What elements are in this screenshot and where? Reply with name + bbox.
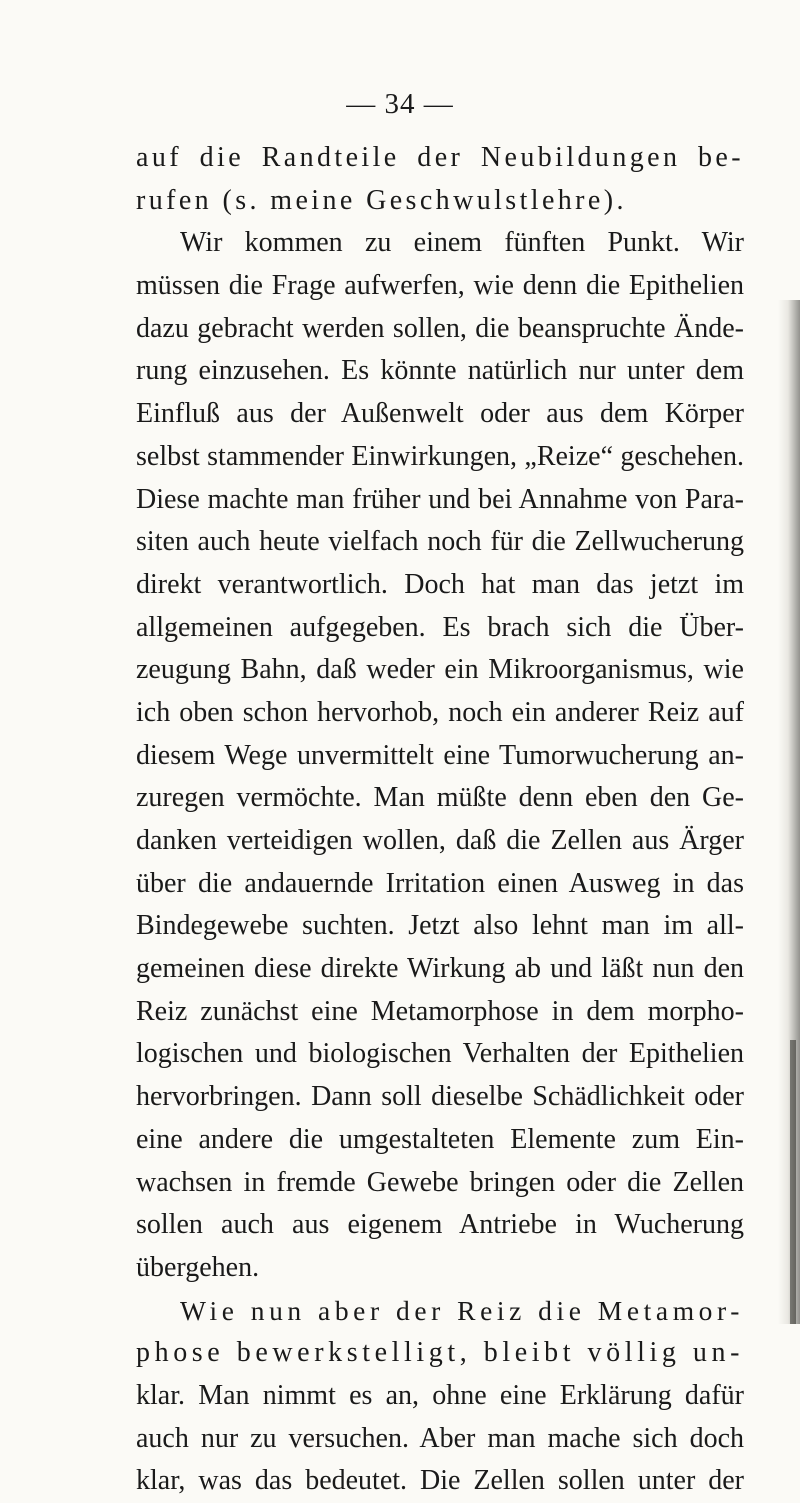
text-line: ich oben schon hervorhob, noch ein anderer Reiz auf	[136, 696, 744, 728]
body-text	[136, 137, 744, 1503]
text-line: phose bewerkstelligt, bleibt völlig un-	[136, 1337, 744, 1369]
text-line: eine andere die umgestalteten Elemente zum Ein-	[136, 1123, 744, 1155]
text-line: danken verteidigen wollen, daß die Zellen aus Ärger	[136, 825, 744, 856]
text-line: siten auch heute vielfach noch für die Zellwucherung	[136, 526, 744, 558]
text-line: müssen die Frage aufwerfen, wie denn die Epithelien	[136, 270, 744, 302]
text-line: über die andauernde Irritation einen Ausweg in das	[136, 867, 744, 899]
text-line: direkt verantwortlich. Doch hat man das jetzt im	[136, 568, 744, 600]
text-line: selbst stammender Einwirkungen, „Reize“ geschehen.	[136, 440, 744, 472]
text-line: hervorbringen. Dann soll dieselbe Schädlichkeit oder	[136, 1081, 744, 1113]
text-line: Wir kommen zu einem fünften Punkt. Wir	[180, 227, 744, 259]
text-line: sollen auch aus eigenem Antriebe in Wucherung	[136, 1209, 744, 1241]
text-line: auf die Randteile der Neubildungen be-	[136, 142, 744, 173]
text-line: diesem Wege unvermittelt eine Tumorwucherung an-	[136, 739, 744, 771]
text-line: übergehen.	[136, 1251, 260, 1283]
text-line: gemeinen diese direkte Wirkung ab und läßt nun den	[136, 953, 744, 985]
text-line: zuregen vermöchte. Man müßte denn eben den Ge-	[136, 782, 744, 814]
text-line: wachsen in fremde Gewebe bringen oder die Zellen	[136, 1166, 744, 1198]
page-edge-shadow	[778, 300, 800, 1324]
text-line: logischen und biologischen Verhalten der Epithelien	[136, 1038, 744, 1070]
text-line: dazu gebracht werden sollen, die beanspruchte Ände-	[136, 312, 744, 344]
page-number: — 34 —	[346, 88, 454, 120]
text-line: Bindegewebe suchten. Jetzt also lehnt man im all-	[136, 910, 744, 942]
text-line: Reiz zunächst eine Metamorphose in dem morpho-	[136, 995, 744, 1027]
text-line: Wie nun aber der Reiz die Metamor-	[180, 1294, 744, 1326]
text-line: Diese machte man früher und bei Annahme von Para-	[136, 483, 744, 515]
text-line: rung einzusehen. Es könnte natürlich nur unter dem	[136, 355, 744, 387]
text-line: klar. Man nimmt es an, ohne eine Erklärung dafür	[136, 1379, 744, 1411]
text-line: allgemeinen aufgegeben. Es brach sich die Über-	[136, 611, 744, 643]
text-line: auch nur zu versuchen. Aber man mache sich doch	[136, 1422, 744, 1454]
text-line: klar, was das bedeutet. Die Zellen sollen unter der	[136, 1465, 744, 1497]
page-edge-mark	[790, 1040, 796, 1324]
text-line: rufen (s. meine Geschwulstlehre).	[136, 184, 627, 216]
text-line: zeugung Bahn, daß weder ein Mikroorganismus, wie	[136, 654, 744, 686]
text-line: Einfluß aus der Außenwelt oder aus dem Körper	[136, 398, 744, 430]
